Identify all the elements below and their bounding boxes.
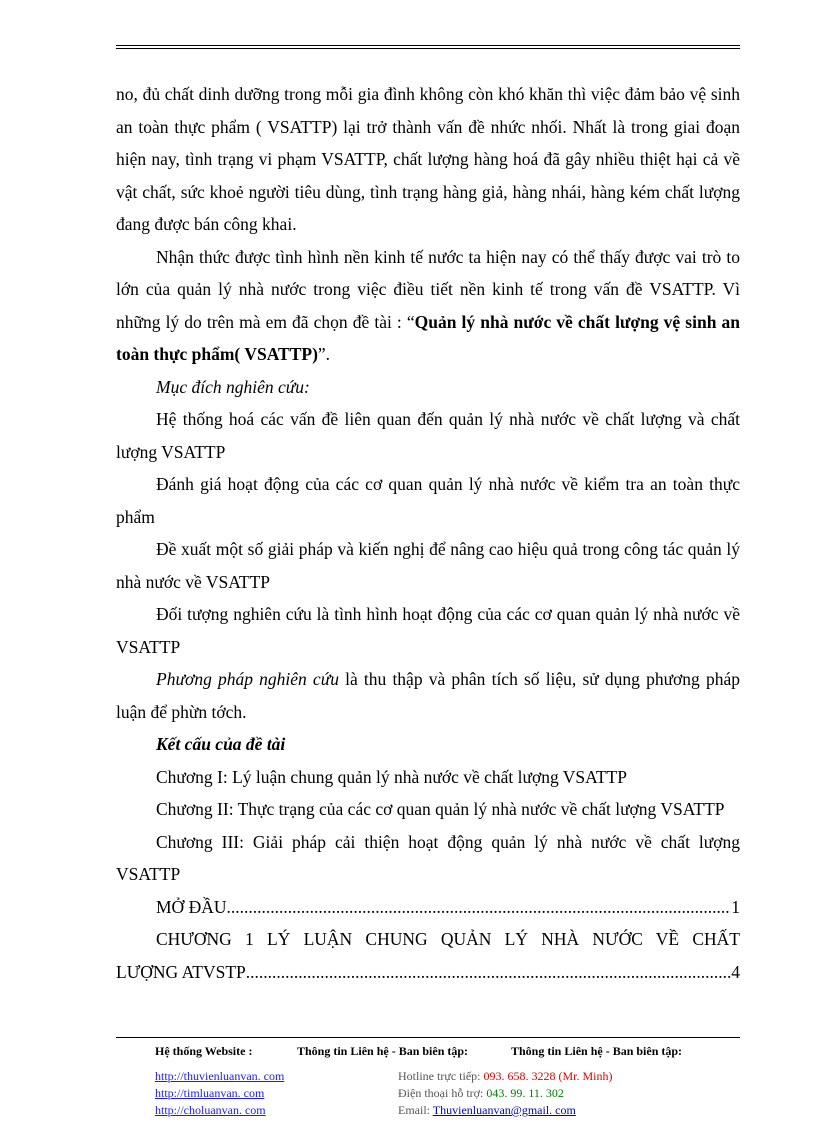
toc-chapter1-page: 4 xyxy=(731,961,740,982)
footer-contact-title-block xyxy=(297,1043,468,1060)
chapter-1: Chương I: Lý luận chung quản lý nhà nước về chất lượng VSATTP xyxy=(156,766,627,787)
paragraph-awareness xyxy=(116,241,740,371)
footer-link-choluanvan[interactable]: http://choluanvan. com xyxy=(155,1103,266,1117)
email-value[interactable]: Thuvienluanvan@gmail. com xyxy=(432,1103,576,1117)
footer-websites-title: Hệ thống Website : xyxy=(155,1044,253,1058)
toc-entry-intro[interactable] xyxy=(116,891,740,924)
footer-websites xyxy=(155,1043,284,1119)
heading-purpose: Mục đích nghiên cứu: xyxy=(156,376,310,397)
paragraph-subject: Đối tượng nghiên cứu là tình hình hoạt động của các cơ quan quản lý nhà nước về VSATTP xyxy=(116,604,740,657)
toc-intro-page: 1 xyxy=(731,896,740,917)
footer-contact-title-2: Thông tin Liên hệ - Ban biên tập: xyxy=(511,1044,683,1058)
hotline-label: Hotline trực tiếp: xyxy=(398,1069,481,1083)
hotline-value[interactable]: 093. 658. 3228 (Mr. Minh) xyxy=(483,1069,613,1083)
footer-link-thuvienluanvan[interactable]: http://thuvienluanvan. com xyxy=(155,1069,285,1083)
phone-value[interactable]: 043. 99. 11. 302 xyxy=(486,1086,564,1100)
thesis-title: Quản lý nhà nước về chất lượng vệ sinh an toàn thực phẩm( VSATTP) xyxy=(116,311,740,364)
method-label: Phương pháp nghiên cứu xyxy=(156,669,339,689)
email-label: Email: xyxy=(398,1103,430,1117)
paragraph-method xyxy=(116,663,740,728)
paragraph-purpose-2: Đánh giá hoạt động của các cơ quan quản lý nhà nước về kiểm tra an toàn thực phẩm xyxy=(116,474,740,527)
awareness-end: ”. xyxy=(317,344,331,364)
toc-chapter1-line1: CHƯƠNG 1 LÝ LUẬN CHUNG QUẢN LÝ NHÀ NƯỚC VỀ CHẤT xyxy=(156,929,740,949)
awareness-text: Nhận thức được tình hình nền kinh tế nước ta hiện nay có thể thấy được vai trò to lớn của quản lý nhà nước trong việc điều tiết nền kinh tế trong vấn đề VSATTP. Vì những lý do trên mà em đã chọn đề tài : “ xyxy=(116,246,740,332)
paragraph-intro: no, đủ chất dinh dưỡng trong mỗi gia đình không còn khó khăn thì việc đảm bảo vệ sinh an toàn thực phẩm ( VSATTP) lại trở thành vấn đề nhức nhối. Nhất là trong giai đoạn hiện nay, tình trạng vi phạm VSATTP, chất lượng hàng hoá đã gây nhiều thiệt hại cả về vật chất, sức khoẻ người tiêu dùng, tình trạng hàng giả, hàng nhái, hàng kém chất lượng đang được bán công khai. xyxy=(116,84,740,234)
paragraph-purpose-3: Đề xuất một số giải pháp và kiến nghị để nâng cao hiệu quả trong công tác quản lý nhà nước về VSATTP xyxy=(116,539,740,592)
method-text: là thu thập và phân tích số liệu, sử dụng phương pháp luận để phừn tớch. xyxy=(116,669,740,722)
heading-structure: Kết cấu của đề tài xyxy=(156,734,286,754)
toc-entry-chapter-1[interactable] xyxy=(116,923,740,988)
paragraph-purpose-1: Hệ thống hoá các vấn đề liên quan đến quản lý nhà nước về chất lượng và chất lượng VSATTP xyxy=(116,409,740,462)
footer-contact-title: Thông tin Liên hệ - Ban biên tập: xyxy=(297,1044,469,1058)
toc-leader xyxy=(227,891,732,924)
header-rule xyxy=(116,45,740,49)
toc-leader xyxy=(246,956,731,989)
chapter-2: Chương II: Thực trạng của các cơ quan quản lý nhà nước về chất lượng VSATTP xyxy=(156,799,725,819)
footer-contact-title-block-2 xyxy=(511,1043,682,1060)
toc-chapter1-label: LƯỢNG ATVSTP xyxy=(116,961,246,982)
footer-link-timluanvan[interactable]: http://timluanvan. com xyxy=(155,1086,265,1100)
chapter-3: Chương III: Giải pháp cải thiện hoạt động quản lý nhà nước về chất lượng VSATTP xyxy=(116,831,740,884)
toc-intro-label: MỞ ĐẦU xyxy=(156,896,227,917)
footer-rule xyxy=(116,1037,740,1038)
document-body xyxy=(116,78,740,988)
toc-chapter1-line2 xyxy=(116,956,740,989)
phone-label: Điện thoại hỗ trợ: xyxy=(398,1086,484,1100)
footer-contact xyxy=(398,1068,612,1119)
